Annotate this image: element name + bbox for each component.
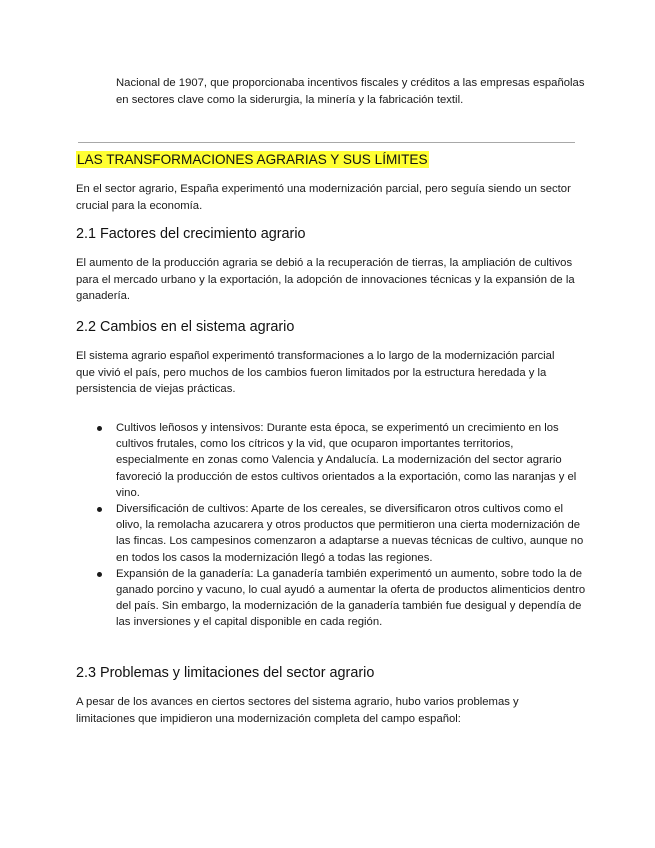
subsection-heading-2-3: 2.3 Problemas y limitaciones del sector agrario	[76, 665, 375, 681]
list-item-text: Diversificación de cultivos: Aparte de los cereales, se diversificaron otros cultivos como el olivo, la remolacha azucarera y otros productos que permitieron una cierta modernización de las fincas. Los campesinos comenzaron a adaptarse a nuevas técnicas de cultivo, aunque no en todos los casos la modernización llegó a todas las regiones.	[116, 503, 584, 564]
subsection-paragraph-2-1: El aumento de la producción agraria se debió a la recuperación de tierras, la ampliación de cultivos para el mercado urbano y la exportación, la adopción de innovaciones técnicas y la expansión de la ganadería.	[76, 257, 575, 303]
section-intro-paragraph: En el sector agrario, España experimentó una modernización parcial, pero seguía siendo un sector crucial para la economía.	[76, 183, 571, 212]
list-item	[76, 501, 586, 566]
bullet-icon	[97, 572, 102, 577]
bullet-icon	[97, 426, 102, 431]
list-item-text: Expansión de la ganadería: La ganadería también experimentó un aumento, sobre todo la de ganado porcino y vacuno, lo cual ayudó a aumentar la oferta de productos alimenticios dentro del país. Sin embargo, la modernización de la ganadería también fue desigual y dependía de las inversiones y el capital disponible en cada región.	[116, 567, 586, 629]
horizontal-rule	[78, 142, 575, 143]
section-title: LAS TRANSFORMACIONES AGRARIAS Y SUS LÍMITES	[77, 152, 428, 167]
subsection-paragraph-2-3: A pesar de los avances en ciertos sectores del sistema agrario, hubo varios problemas y limitaciones que impidieron una modernización completa del campo español:	[76, 696, 519, 725]
subsection-heading-2-2: 2.2 Cambios en el sistema agrario	[76, 319, 295, 335]
list-item-text: Cultivos leñosos y intensivos: Durante esta época, se experimentó un crecimiento en los cultivos frutales, como los cítricos y la vid, que ocuparon importantes territorios, especialmente en zonas como Valencia y Andalucía. La modernización del sector agrario favoreció la producción de estos cultivos orientados a la exportación, como las naranjas y el vino.	[116, 422, 577, 499]
subsection-paragraph-2-2: El sistema agrario español experimentó transformaciones a lo largo de la modernización parcial que vivió el país, pero muchos de los cambios fueron limitados por la estructura heredada y la persistencia de viejas prácticas.	[76, 350, 555, 396]
subsection-heading-2-1: 2.1 Factores del crecimiento agrario	[76, 226, 306, 242]
bullet-icon	[97, 507, 102, 512]
list-item	[76, 420, 586, 501]
intro-paragraph: Nacional de 1907, que proporcionaba incentivos fiscales y créditos a las empresas españolas en sectores clave como la siderurgia, la minería y la fabricación textil.	[116, 77, 585, 106]
list-item	[76, 566, 586, 631]
bullet-list	[76, 420, 586, 631]
